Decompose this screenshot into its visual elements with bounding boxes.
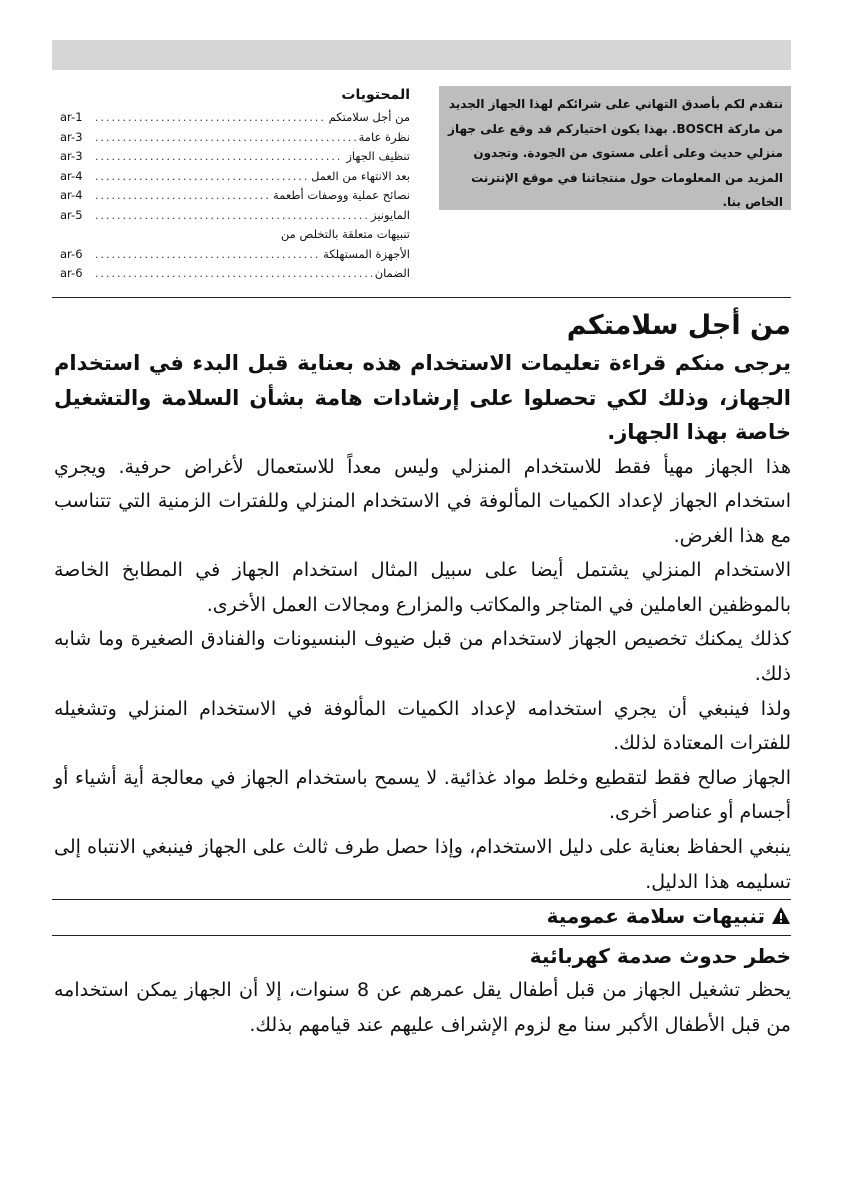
body-paragraph: الاستخدام المنزلي يشتمل أيضا على سبيل المثال استخدام الجهاز في المطابخ الخاصة بالموظفين العاملين في المتاجر والمكاتب والمزارع ومجالات العمل الأخرى. — [54, 559, 791, 616]
toc-page: ar-6 — [60, 266, 83, 280]
toc-label: الأجهزة المستهلكة — [323, 246, 410, 261]
toc-row[interactable] — [60, 167, 410, 187]
section-divider — [52, 297, 791, 298]
toc-page: ar-6 — [60, 246, 83, 261]
body-paragraph: يحظر تشغيل الجهاز من قبل أطفال يقل عمرهم عن 8 سنوات، إلا أن الجهاز يمكن استخدامه من قبل الأطفال الأكبر سنا مع لزوم الإشراف عليهم عند قيامهم بذلك. — [54, 979, 791, 1036]
toc-leader — [95, 147, 343, 167]
section-heading: من أجل سلامتكم — [566, 310, 791, 341]
section-divider — [52, 899, 791, 900]
lead-paragraph: يرجى منكم قراءة تعليمات الاستخدام هذه بعناية قبل البدء في استخدام الجهاز، وذلك لكي تحصلوا على إرشادات هامة بشأن السلامة والتشغيل خاصة بهذا الجهاز. — [54, 351, 791, 444]
intro-box — [439, 86, 791, 210]
warning-triangle-icon — [771, 906, 791, 926]
toc-label: الضمان — [374, 266, 410, 280]
body-paragraph: الجهاز صالح فقط لتقطيع وخلط مواد غذائية. لا يسمح باستخدام الجهاز في معالجة أية أشياء أو أجسام أو عناصر أخرى. — [54, 766, 791, 824]
toc-row[interactable] — [60, 128, 410, 148]
body-paragraph: ولذا فينبغي أن يجري استخدامه لإعداد الكميات المألوفة في الاستخدام المنزلي وتشغيله للفترات المعتادة لذلك. — [54, 697, 791, 755]
body-paragraph: ينبغي الحفاظ بعناية على دليل الاستخدام، وإذا حصل طرف ثالث على الجهاز فينبغي الانتباه إلى تسليمه هذا الدليل. — [54, 836, 791, 893]
toc-row[interactable] — [60, 264, 410, 284]
toc-label: تنبيهات متعلقة بالتخلص من — [280, 227, 410, 241]
table-of-contents — [60, 84, 410, 284]
intro-text: نتقدم لكم بأصدق التهاني على شرائكم لهذا الجهاز الجديد من ماركة BOSCH. بهذا يكون اختياركم قد وقع على جهاز منزلي حديث وعلى أعلى مستوى من الجودة. وتجدون المزيد من المعلومات حول منتجاتنا في موقع الإنترنت الخاص بنا. — [448, 97, 783, 209]
toc-label: المايونيز — [370, 207, 410, 222]
toc-row[interactable] — [60, 225, 410, 245]
toc-page: ar-3 — [60, 129, 83, 144]
subsection-heading — [54, 901, 791, 931]
body-paragraph: هذا الجهاز مهيأ فقط للاستخدام المنزلي وليس معداً للاستعمال لأغراض حرفية. ويجري استخدام الجهاز لإعداد الكميات المألوفة في الاستخدام المنزلي وللفترات الزمنية التي تتناسب مع هذا الغرض. — [54, 455, 791, 547]
toc-leader — [95, 206, 368, 226]
safety-section — [54, 306, 791, 899]
body-paragraph: كذلك يمكنك تخصيص الجهاز لاستخدام من قبل ضيوف البنسيونات والفنادق الصغيرة وما شابه ذلك. — [54, 628, 791, 686]
toc-leader — [95, 245, 320, 265]
toc-row[interactable] — [60, 147, 410, 167]
toc-title: المحتويات — [341, 87, 410, 103]
toc-leader — [95, 264, 372, 284]
toc-leader — [95, 186, 270, 206]
general-safety-section — [54, 901, 791, 931]
hazard-heading: خطر حدوث صدمة كهربائية — [529, 944, 791, 968]
toc-leader — [95, 128, 356, 148]
toc-page: ar-4 — [60, 168, 83, 183]
toc-page: ar-1 — [60, 110, 83, 124]
toc-row[interactable] — [60, 206, 410, 226]
toc-label: نصائح عملية ووصفات أطعمة — [273, 188, 410, 202]
toc-row[interactable] — [60, 245, 410, 265]
header-bar — [52, 40, 791, 70]
toc-label: نظرة عامة — [358, 129, 410, 144]
toc-leader — [95, 108, 326, 128]
toc-label: تنظيف الجهاز — [346, 149, 410, 163]
toc-page: ar-3 — [60, 149, 83, 163]
subsection-heading-text: تنبيهات سلامة عمومية — [546, 904, 765, 928]
toc-leader — [95, 167, 308, 187]
toc-label: من أجل سلامتكم — [328, 110, 410, 124]
toc-label: بعد الانتهاء من العمل — [311, 168, 410, 183]
toc-page: ar-4 — [60, 188, 83, 202]
toc-page: ar-5 — [60, 207, 83, 222]
electric-shock-section — [54, 939, 791, 1042]
section-divider — [52, 935, 791, 936]
toc-row[interactable] — [60, 108, 410, 128]
toc-row[interactable] — [60, 186, 410, 206]
